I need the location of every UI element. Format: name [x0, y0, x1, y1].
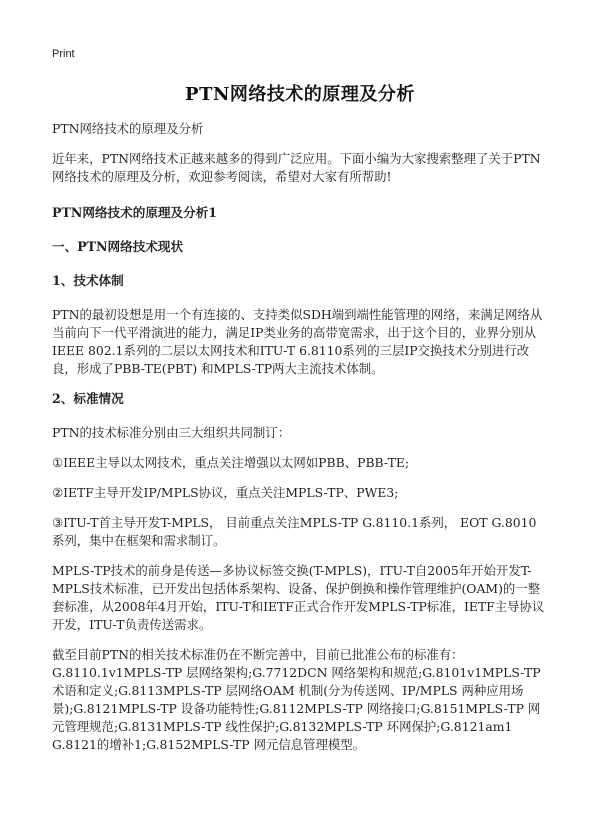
list-item-ietf: ②IETF主导开发IP/MPLS协议，重点关注MPLS-TP、PWE3;	[52, 485, 399, 500]
list-item-ieee: ①IEEE主导以太网技术，重点关注增强以太网如PBB、PBB-TE;	[52, 455, 410, 470]
list-item-itut: ③ITU-T首主导开发T-MPLS， 目前重点关注MPLS-TP G.8110.1系列， EOT G.8010 系列，集中在框架和需求制订。	[52, 515, 537, 548]
article-subtitle: PTN网络技术的原理及分析	[52, 121, 204, 136]
paragraph-standards-intro: PTN的技术标准分别由三大组织共同制订：	[52, 425, 291, 440]
paragraph-mpls-tp: MPLS-TP技术的前身是传送—多协议标签交换(T-MPLS)，ITU-T自2005年开始开发T-MPLS技术标准，已开发出包括体系架构、设备、保护倒换和操作管理维护(OAM)的一整套标准，从2008年4月开始，ITU-T和IETF正式合作开发MPLS-TP标准，IETF主导协议开发，ITU-T负责传送需求。	[52, 563, 545, 632]
subsection-heading-standards: 2、标准情况	[52, 391, 124, 406]
paragraph-standards-list: 截至目前PTN的相关技术标准仍在不断完善中，目前已批准公布的标准有：G.8110.1v1MPLS-TP 层网络架构;G.7712DCN 网络架构和规范;G.8101v1MPLS-TP术语和定义;G.8113MPLS-TP 层网络OAM 机制(分为传送网、IP/MPLS 两种应用场景);G.8121MPLS-TP 设备功能特性;G.8112MPLS-TP 网络接口;G.8151MPLS-TP 网元管理规范;G.8131MPLS-TP 线性保护;G.8132MPLS-TP 环网保护;G.8121am1 G.8121的增补1;G.8152MPLS-TP 网元信息管理模型。	[52, 647, 541, 752]
print-link[interactable]: Print	[52, 48, 75, 60]
page-title: PTN网络技术的原理及分析	[185, 84, 415, 105]
article-body	[52, 120, 552, 766]
subsection-heading-tech-system: 1、技术体制	[52, 273, 124, 288]
section-heading-status: 一、PTN网络技术现状	[52, 239, 184, 254]
paragraph-tech-system: PTN的最初设想是用一个有连接的、支持类似SDH端到端性能管理的网络，来满足网络从当前向下一代平滑演进的能力，满足IP类业务的高带宽需求，出于这个目的，业界分别从IEEE 802.1系列的二层以太网技术和ITU-T 6.8110系列的三层IP交换技术分别进行改良，形成了PBB-TE(PBT) 和MPLS-TP两大主流技术体制。	[52, 307, 543, 376]
intro-paragraph: 近年来，PTN网络技术正越来越多的得到广泛应用。下面小编为大家搜索整理了关于PTN网络技术的原理及分析，欢迎参考阅读，希望对大家有所帮助!	[52, 151, 541, 184]
section-heading-main: PTN网络技术的原理及分析1	[52, 205, 218, 220]
